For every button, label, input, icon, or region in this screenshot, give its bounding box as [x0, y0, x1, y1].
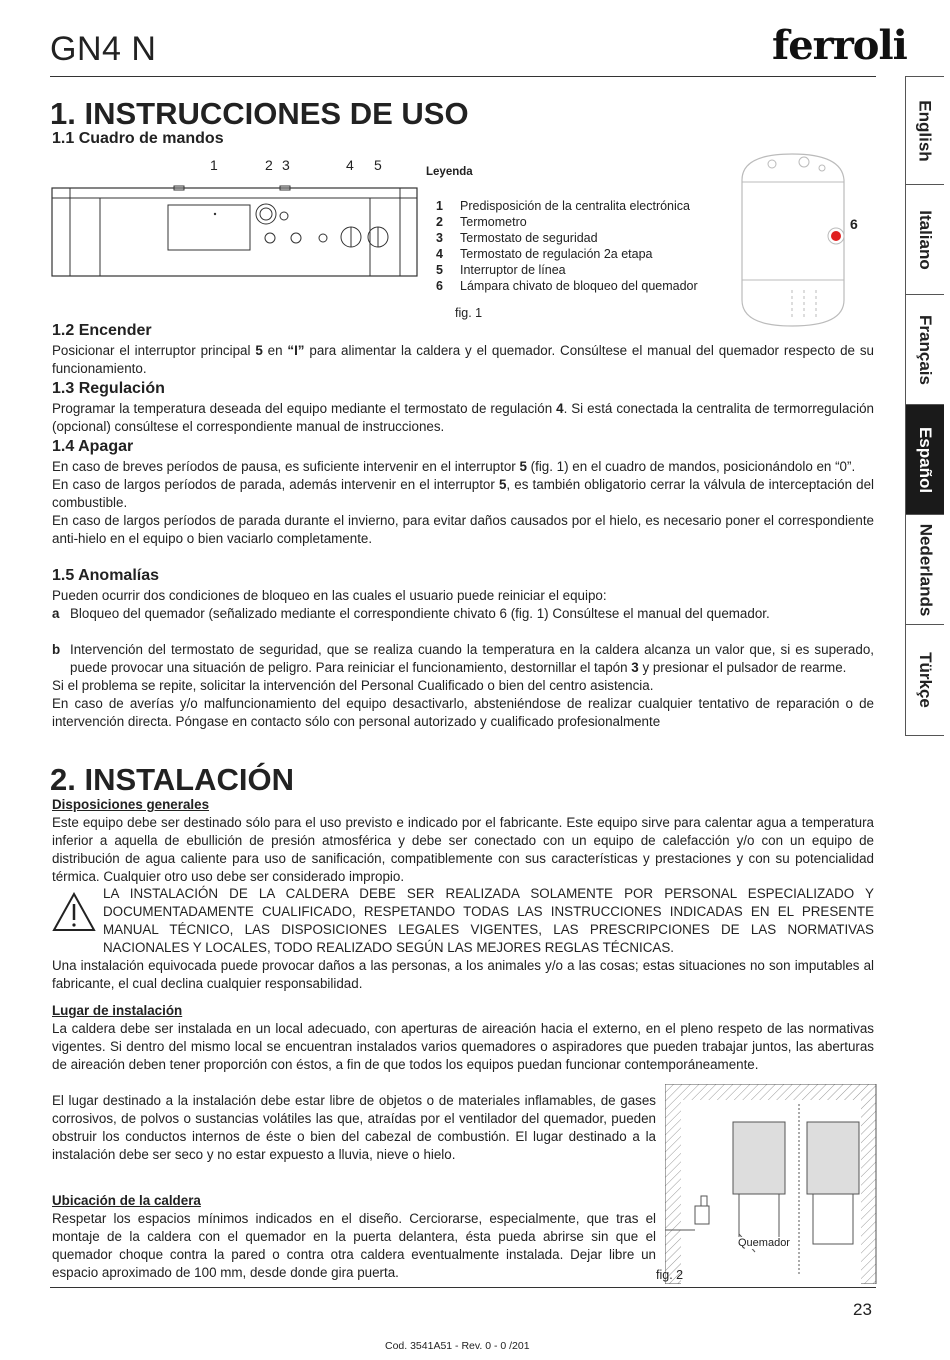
bold-ref: 5 — [519, 459, 527, 474]
tab-label: Italiano — [916, 210, 936, 270]
text: Intervención del termostato de seguridad, que se realiza cuando la temperatura en la caldera alcanza un valor que, si es superado, puede provocar una situación de peligro. Para reiniciar el funcionamiento, destornillar el tapón — [70, 642, 874, 675]
legend-text: Termometro — [460, 215, 527, 229]
boiler-front-drawing — [732, 150, 882, 330]
paragraph-encender — [52, 342, 874, 378]
warning-text: LA INSTALACIÓN DE LA CALDERA DEBE SER REALIZADA SOLAMENTE POR PERSONAL ESPECIALIZADO Y DOCUMENTADAMENTE CUALIFICADO, RESPETANDO TODAS LAS INSTRUCCIONES INDICADAS EN EL PRESENTE MANUAL TÉCNICO, LAS DISPOSICIONES LEGALES VIGENTES, LAS PRESCRIPCIONES DE LAS NORMATIVAS NACIONALES Y LOCALES, TODO REALIZADO SEGÚN LAS MEJORES REGLAS TÉCNICAS. — [103, 886, 874, 955]
legend-number: 5 — [436, 263, 443, 277]
legend-text: Interruptor de línea — [460, 263, 566, 277]
heading-lugar: Lugar de instalación — [52, 1003, 183, 1018]
subsection-1-3-title: 1.3 Regulación — [52, 380, 165, 397]
legend-text: Lámpara chivato de bloqueo del quemador — [460, 279, 698, 293]
page-number: 23 — [853, 1300, 872, 1319]
paragraph-disposiciones — [52, 796, 874, 886]
legend-item — [426, 214, 698, 230]
text: El lugar destinado a la instalación debe estar libre de objetos o de materiales inflamables, de gases corrosivos, de polvos o sustancias volátiles las que, atraídas por el ventilador del quemador, pueden obstruir los conductos internos de éste o bien del cabezal de combustión. El lugar destinado a la instalación debe ser seco y no estar expuesto a lluvia, nieve o hielo. — [52, 1093, 656, 1162]
legend-item — [426, 230, 698, 246]
paragraph-apagar — [52, 458, 874, 548]
paragraph-anomalias — [52, 587, 874, 731]
bold-ref: 4 — [556, 401, 564, 416]
text: Bloqueo del quemador (señalizado mediante el correspondiente chivato 6 (fig. 1) Consúltese el manual del quemador. — [70, 606, 770, 621]
tab-italiano[interactable] — [905, 184, 944, 296]
text: Posicionar el interruptor principal — [52, 343, 256, 358]
tab-label: Español — [916, 426, 935, 494]
legend-number: 2 — [436, 215, 443, 229]
fig1-number: 4 — [346, 157, 354, 173]
subsection-1-5-title: 1.5 Anomalías — [52, 567, 160, 584]
tab-english[interactable] — [905, 76, 944, 186]
document-code: Cod. 3541A51 - Rev. 0 - 0 /201 — [385, 1340, 530, 1352]
bold-ref: 3 — [631, 660, 639, 675]
figure-legend — [426, 164, 698, 294]
text: En caso de largos períodos de parada durante el invierno, para evitar daños causados por el hielo, es necesario poner el correspondiente anti-hielo en el equipo o bien vaciarlo completamente. — [52, 513, 874, 546]
legend-number: 4 — [436, 247, 443, 261]
tab-label: English — [916, 100, 935, 162]
list-item — [52, 641, 874, 677]
text: Respetar los espacios mínimos indicados en el diseño. Cerciorarse, especialmente, que tras el montaje de la caldera con el quemador en la puerta delantera, ésta pueda abrirse sin que el quemador choque contra la pared o contra otra caldera eventualmente instalada. Dejar libre un espacio aproximado de 100 mm, desde donde gira puerta. — [52, 1211, 656, 1280]
warning-triangle-icon — [52, 892, 96, 932]
bold-ref: “I” — [287, 343, 305, 358]
tab-espanol[interactable] — [905, 404, 944, 516]
text: En caso de averías y/o malfuncionamiento del equipo desactivarlo, absteniéndose de realizar cualquier tentativo de reparación o de intervención directa. Póngase en contacto sólo con personal autorizado y cualificado profesionalmente — [52, 696, 874, 729]
section-2-title: 2. INSTALACIÓN — [50, 762, 294, 797]
fig1-number: 2 — [265, 157, 273, 173]
text: En caso de breves períodos de pausa, es suficiente intervenir en el interruptor — [52, 459, 520, 474]
text: y presionar el pulsador de rearme. — [638, 660, 847, 675]
tab-label: Français — [916, 315, 935, 385]
paragraph-instalacion-equivocada — [52, 957, 874, 993]
tab-francais[interactable] — [905, 294, 944, 406]
legend-text: Termostato de seguridad — [460, 231, 598, 245]
fig1-number: 3 — [282, 157, 290, 173]
tab-label: Nederlands — [916, 523, 935, 617]
control-panel-drawing — [50, 172, 420, 282]
list-item — [52, 605, 874, 623]
text: para alimentar la caldera y el quemador. Consúltese el manual del quemador respecto de su funcionamiento. — [52, 343, 874, 376]
brand-logo: ferroli — [772, 22, 907, 69]
subsection-1-2-title: 1.2 Encender — [52, 322, 152, 339]
section-1-title: 1. INSTRUCCIONES DE USO — [50, 96, 469, 131]
legend-item — [426, 198, 698, 214]
fig1-number: 5 — [374, 157, 382, 173]
paragraph-regulacion — [52, 400, 874, 436]
fig2-caption: fig. 2 — [656, 1268, 684, 1282]
text: En caso de largos períodos de parada, además intervenir en el interruptor — [52, 477, 499, 492]
legend-number: 1 — [436, 199, 443, 213]
footer-rule — [50, 1287, 876, 1288]
document-model-title: GN4 N — [50, 30, 157, 68]
text: Una instalación equivocada puede provocar daños a las personas, a los animales y/o a las cosas; estas situaciones no son imputables al fabricante, el cual declina cualquier responsabilidad. — [52, 958, 874, 991]
tab-turkce[interactable] — [905, 624, 944, 736]
text: (fig. 1) en el cuadro de mandos, posicionándolo en “0”. — [526, 459, 856, 474]
legend-text: Termostato de regulación 2a etapa — [460, 247, 653, 261]
legend-item — [426, 246, 698, 262]
fig1-caption: fig. 1 — [455, 306, 483, 320]
list-key: b — [52, 642, 61, 657]
text: La caldera debe ser instalada en un local adecuado, con aperturas de aireación hacia el externo, en el pleno respeto de las normativas vigentes. Si dentro del mismo local se encuentran instalados varios quemadores o aspiradores que pueden trabajar juntos, las aberturas de aireación deben tener proporción con éstos, a fin de que todos los equipos puedan funcionar contemporáneamente. — [52, 1021, 874, 1072]
burner-label: Quemador — [738, 1237, 790, 1249]
legend-number: 6 — [436, 279, 443, 293]
heading-ubicacion: Ubicación de la caldera — [52, 1193, 201, 1208]
subsection-1-1-title: 1.1 Cuadro de mandos — [52, 130, 224, 147]
text: , es también obligatorio cerrar la válvula de interceptación del combustible. — [52, 477, 875, 510]
lamp-number-label: 6 — [850, 216, 858, 232]
installation-clearance-drawing — [665, 1084, 877, 1284]
paragraph-lugar — [52, 1002, 874, 1074]
bold-ref: 5 — [255, 343, 263, 358]
header-rule — [50, 76, 876, 77]
bold-ref: 5 — [498, 477, 507, 492]
text: Este equipo debe ser destinado sólo para el uso previsto e indicado por el fabricante. Este equipo sirve para calentar agua a temperatura inferior a aquella de ebullición de presión atmosférica y debe ser conectado con un equipo de calefacción y/o con un equipo de distribución de agua caliente para uso de sanificación, compatiblemente con sus características y prestaciones y con su potencialidad térmica. Cualquier otro uso debe ser considerado impropio. — [52, 815, 874, 884]
legend-text: Predisposición de la centralita electrónica — [460, 199, 690, 213]
text: en — [262, 343, 288, 358]
list-key: a — [52, 606, 60, 621]
legend-item — [426, 278, 698, 294]
fig1-number: 1 — [210, 157, 218, 173]
legend-title: Leyenda — [426, 166, 473, 178]
legend-number: 3 — [436, 231, 443, 245]
text: . Si está conectada la centralita de termorregulación (opcional) consúltese el correspondiente manual de instrucciones. — [52, 401, 874, 434]
subsection-1-4-title: 1.4 Apagar — [52, 438, 134, 455]
text: Programar la temperatura deseada del equipo mediante el termostato de regulación — [52, 401, 557, 416]
text: Pueden ocurrir dos condiciones de bloqueo en las cuales el usuario puede reiniciar el equipo: — [52, 588, 607, 603]
legend-item — [426, 262, 698, 278]
paragraph-ubicacion — [52, 1192, 656, 1282]
tab-label: Türkçe — [916, 652, 935, 708]
heading-disposiciones: Disposiciones generales — [52, 797, 210, 812]
text: Si el problema se repite, solicitar la intervención del Personal Cualificado o bien del centro asistencia. — [52, 678, 654, 693]
paragraph-lugar-2 — [52, 1092, 656, 1164]
tab-nederlands[interactable] — [905, 514, 944, 626]
